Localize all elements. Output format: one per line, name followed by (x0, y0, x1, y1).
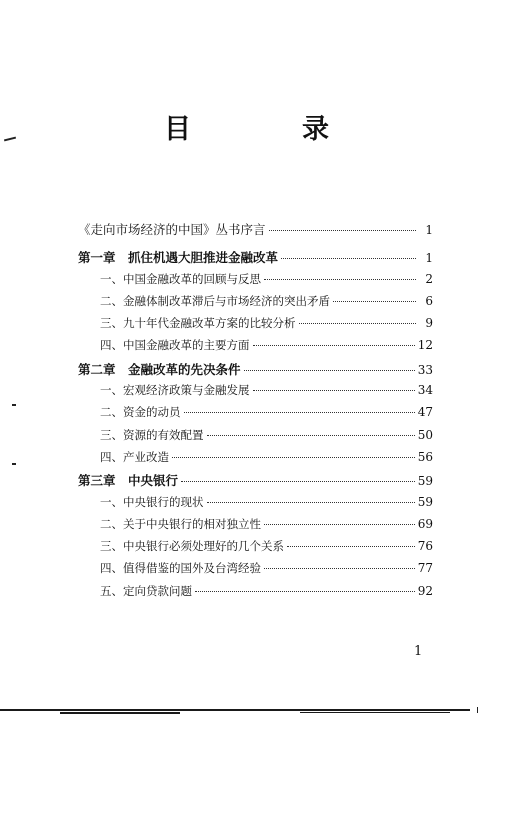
toc-entry-title: 四、产业改造 (100, 449, 169, 464)
toc-entry-page: 56 (417, 449, 433, 464)
dot-leader (269, 230, 416, 231)
toc-entry-section (78, 404, 433, 426)
dot-leader (181, 481, 415, 482)
dot-leader (207, 502, 415, 503)
toc-entry-title: 五、定向贷款问题 (100, 583, 192, 598)
toc-entry-chapter-3 (78, 471, 433, 493)
dot-leader (287, 546, 415, 547)
scan-mark-left-low (12, 463, 16, 465)
dot-leader (299, 323, 417, 324)
toc-entry-section (78, 315, 433, 337)
dot-leader (264, 279, 416, 280)
toc-entry-section (78, 560, 433, 582)
toc-entry-page: 33 (417, 362, 433, 377)
toc-entry-title: 一、中央银行的现状 (100, 494, 204, 509)
toc-entry-page: 69 (417, 516, 433, 531)
toc-entry-title: 二、金融体制改革滞后与市场经济的突出矛盾 (100, 293, 330, 308)
dot-leader (281, 258, 416, 259)
toc-entry-page: 59 (417, 494, 433, 509)
toc-entry-title: 第二章 金融改革的先决条件 (78, 361, 241, 377)
toc-entry-title: 二、资金的动员 (100, 405, 181, 420)
page-folio: 1 (414, 644, 423, 659)
dot-leader (264, 524, 415, 525)
scan-mark-right-edge (477, 707, 478, 713)
toc-entry-title: 《走向市场经济的中国》丛书序言 (78, 222, 266, 237)
dot-leader (253, 345, 415, 346)
toc-entry-series-preface (78, 220, 433, 242)
toc-entry-title: 三、资源的有效配置 (100, 427, 204, 442)
toc-entry-page: 34 (417, 383, 433, 398)
toc-entry-chapter-2 (78, 360, 433, 382)
scan-edge-line (60, 712, 180, 714)
toc-entry-title: 四、中国金融改革的主要方面 (100, 338, 250, 353)
toc-entry-section (78, 382, 433, 404)
toc-entry-section (78, 583, 433, 605)
dot-leader (264, 568, 415, 569)
dot-leader (333, 301, 416, 302)
toc-entry-title: 四、值得借鉴的国外及台湾经验 (100, 561, 261, 576)
dot-leader (207, 435, 415, 436)
toc-entry-chapter-1 (78, 248, 433, 270)
toc-entry-page: 9 (425, 316, 433, 331)
toc-entry-title: 二、关于中央银行的相对独立性 (100, 516, 261, 531)
toc-entry-section (78, 538, 433, 560)
toc-entry-page: 1 (425, 251, 433, 266)
page-title: 目 录 (164, 114, 371, 145)
toc-entry-page: 92 (417, 583, 433, 598)
dot-leader (184, 412, 415, 413)
toc-entry-page: 1 (425, 223, 433, 237)
toc-entry-title: 三、中央银行必须处理好的几个关系 (100, 539, 284, 554)
dot-leader (195, 591, 415, 592)
dot-leader (244, 370, 415, 371)
toc-entry-section (78, 337, 433, 359)
toc-entry-page: 77 (417, 561, 433, 576)
toc-entry-section (78, 494, 433, 516)
toc-entry-section (78, 271, 433, 293)
toc-entry-title: 第一章 抓住机遇大胆推进金融改革 (78, 250, 279, 266)
toc-entry-page: 6 (425, 293, 433, 308)
scan-mark-left-mid (12, 404, 16, 406)
toc-entry-section (78, 427, 433, 449)
toc-entry-section (78, 516, 433, 538)
toc-entry-title: 三、九十年代金融改革方案的比较分析 (100, 316, 296, 331)
scan-edge-line (300, 712, 450, 713)
toc-entry-page: 50 (417, 427, 433, 442)
toc-entry-section (78, 449, 433, 471)
toc-entry-title: 一、宏观经济政策与金融发展 (100, 383, 250, 398)
dot-leader (172, 457, 415, 458)
toc-entry-page: 76 (417, 539, 433, 554)
toc-entry-page: 59 (417, 474, 433, 489)
dot-leader (253, 390, 415, 391)
toc-entry-section (78, 293, 433, 315)
table-of-contents (78, 220, 433, 605)
toc-entry-page: 12 (417, 338, 433, 353)
toc-entry-page: 47 (417, 405, 433, 420)
toc-entry-title: 一、中国金融改革的回顾与反思 (100, 271, 261, 286)
toc-entry-page: 2 (425, 271, 433, 286)
scan-edge-line (0, 709, 470, 711)
toc-entry-title: 第三章 中央银行 (78, 473, 179, 489)
